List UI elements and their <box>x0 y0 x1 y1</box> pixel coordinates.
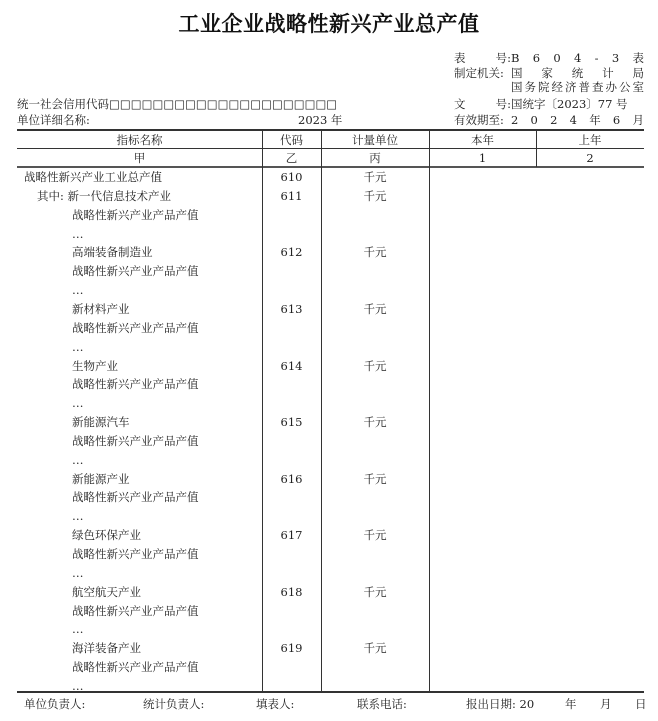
label-text: 有效期至: <box>454 113 504 127</box>
meta-issuer-2 <box>454 79 644 95</box>
value-char: - <box>594 51 599 65</box>
footer-filler: 填表人: <box>256 697 295 711</box>
row-unit: 千元 <box>363 188 387 203</box>
column-divider <box>262 131 263 691</box>
value-char: 3 <box>611 51 620 65</box>
row-indicator-name: 战略性新兴产业产品产值 <box>72 660 199 675</box>
row-indicator-name: … <box>72 622 84 637</box>
report-year: 2023 年 <box>298 113 343 127</box>
subheader-1: 1 <box>478 151 487 165</box>
label-char: 表 <box>454 51 466 65</box>
row-indicator-name: … <box>72 565 84 580</box>
value-char: 2 <box>550 113 558 127</box>
value-char: 查 <box>592 80 604 94</box>
row-indicator-name: 新能源产业 <box>72 471 130 486</box>
value-char: 公 <box>619 80 631 94</box>
unit-name-field[interactable]: 单位详细名称: <box>17 113 90 127</box>
column-divider <box>429 131 430 691</box>
subheader-a: 甲 <box>133 151 146 165</box>
value-char: 表 <box>632 51 644 65</box>
row-indicator-name: … <box>72 509 84 524</box>
footer-month: 月 <box>600 697 612 711</box>
row-code: 612 <box>280 245 303 260</box>
header-unit: 计量单位 <box>352 133 398 147</box>
row-indicator-name: … <box>72 339 84 354</box>
row-code: 616 <box>280 471 303 486</box>
row-unit: 千元 <box>363 245 387 260</box>
footer-phone: 联系电话: <box>357 697 407 711</box>
row-indicator-name: 高端装备制造业 <box>72 245 153 260</box>
footer-stat-head: 统计负责人: <box>143 697 205 711</box>
row-indicator-name: 生物产业 <box>72 358 118 373</box>
row-unit: 千元 <box>363 170 387 184</box>
row-indicator-name: … <box>72 396 84 411</box>
row-indicator-name: 海洋装备产业 <box>72 641 141 656</box>
row-indicator-name: 绿色环保产业 <box>72 528 141 543</box>
row-code: 614 <box>280 358 303 373</box>
header-indicator-name: 指标名称 <box>116 133 163 147</box>
row-indicator-name: 战略性新兴产业产品产值 <box>72 377 199 392</box>
value-char: 0 <box>530 113 538 127</box>
value-char: 月 <box>632 113 644 127</box>
row-indicator-name: 战略性新兴产业产品产值 <box>72 433 199 448</box>
value-char: 6 <box>532 51 541 65</box>
value-char: 局 <box>632 66 644 80</box>
row-unit: 千元 <box>363 301 387 316</box>
row-indicator-name: 战略性新兴产业产品产值 <box>72 490 199 505</box>
column-divider <box>321 131 322 691</box>
label-text: 制定机关: <box>454 66 504 80</box>
value-char: 家 <box>541 66 553 80</box>
value-char: 院 <box>538 80 550 94</box>
meta-form-number <box>454 50 644 66</box>
value-char: 统 <box>571 66 584 80</box>
value-char: 计 <box>602 66 614 80</box>
row-code: 617 <box>280 528 303 543</box>
row-code: 613 <box>280 301 303 316</box>
value-char: 办 <box>605 80 617 94</box>
value-char: 普 <box>578 80 590 94</box>
header-this-year: 本年 <box>471 133 494 147</box>
row-indicator-name: … <box>72 226 84 241</box>
row-unit: 千元 <box>363 471 387 486</box>
subheader-b: 乙 <box>285 151 298 165</box>
row-indicator-name: 航空航天产业 <box>72 584 141 599</box>
footer-day: 日 <box>635 697 647 711</box>
row-indicator-name: 战略性新兴产业工业总产值 <box>24 170 162 184</box>
row-indicator-name: 战略性新兴产业产品产值 <box>72 320 199 335</box>
credit-code-field[interactable]: 统一社会信用代码□□□□□□□□□□□□□□□□□□□□□ <box>17 97 338 111</box>
footer-report-date: 报出日期: 20 <box>466 697 535 711</box>
value-char: 0 <box>553 51 561 65</box>
row-code: 610 <box>280 170 303 184</box>
row-indicator-name: 新能源汽车 <box>72 415 130 430</box>
row-indicator-name: … <box>72 452 84 467</box>
row-indicator-name: … <box>72 678 84 693</box>
value-char: 济 <box>565 80 577 94</box>
value-char: 务 <box>524 80 536 94</box>
value-char: 室 <box>632 80 644 94</box>
row-indicator-name: 战略性新兴产业产品产值 <box>72 207 199 222</box>
value-char: 年 <box>589 113 601 127</box>
row-indicator-name: 战略性新兴产业产品产值 <box>72 264 199 279</box>
row-code: 618 <box>280 584 303 599</box>
table-bottom-border <box>17 691 644 693</box>
meta-document-number <box>454 96 644 112</box>
label-char: 号: <box>495 51 511 65</box>
row-unit: 千元 <box>363 584 387 599</box>
meta-valid-until <box>454 112 644 128</box>
value-char: 国 <box>511 80 523 94</box>
value-char: 2 <box>511 113 519 127</box>
footer-year: 年 <box>565 697 577 711</box>
value-char: 4 <box>574 51 582 65</box>
value-char: 国 <box>511 66 523 80</box>
row-unit: 千元 <box>363 528 387 543</box>
row-code: 615 <box>280 415 303 430</box>
form-title: 工业企业战略性新兴产业总产值 <box>178 12 480 36</box>
header-code: 代码 <box>280 133 303 147</box>
document-number-value: 国统字〔2023〕77 号 <box>511 97 628 111</box>
value-char: 6 <box>612 113 621 127</box>
label-char: 文 <box>454 97 466 111</box>
row-indicator-name: 新材料产业 <box>72 301 130 316</box>
subheader-c: 丙 <box>369 151 381 165</box>
header-last-year: 上年 <box>578 133 602 147</box>
subheader-2: 2 <box>586 151 594 165</box>
row-indicator-name: 其中: 新一代信息技术产业 <box>37 188 172 203</box>
row-unit: 千元 <box>363 641 387 656</box>
row-code: 611 <box>280 188 303 203</box>
value-char: 4 <box>569 113 577 127</box>
row-indicator-name: … <box>72 283 84 298</box>
label-char: 号: <box>495 97 511 111</box>
row-unit: 千元 <box>363 415 387 430</box>
row-code: 619 <box>280 641 303 656</box>
row-unit: 千元 <box>363 358 387 373</box>
row-indicator-name: 战略性新兴产业产品产值 <box>72 603 199 618</box>
footer-unit-head: 单位负责人: <box>24 697 86 711</box>
value-char: 经 <box>551 80 563 94</box>
row-indicator-name: 战略性新兴产业产品产值 <box>72 547 199 561</box>
value-char: B <box>511 51 520 65</box>
